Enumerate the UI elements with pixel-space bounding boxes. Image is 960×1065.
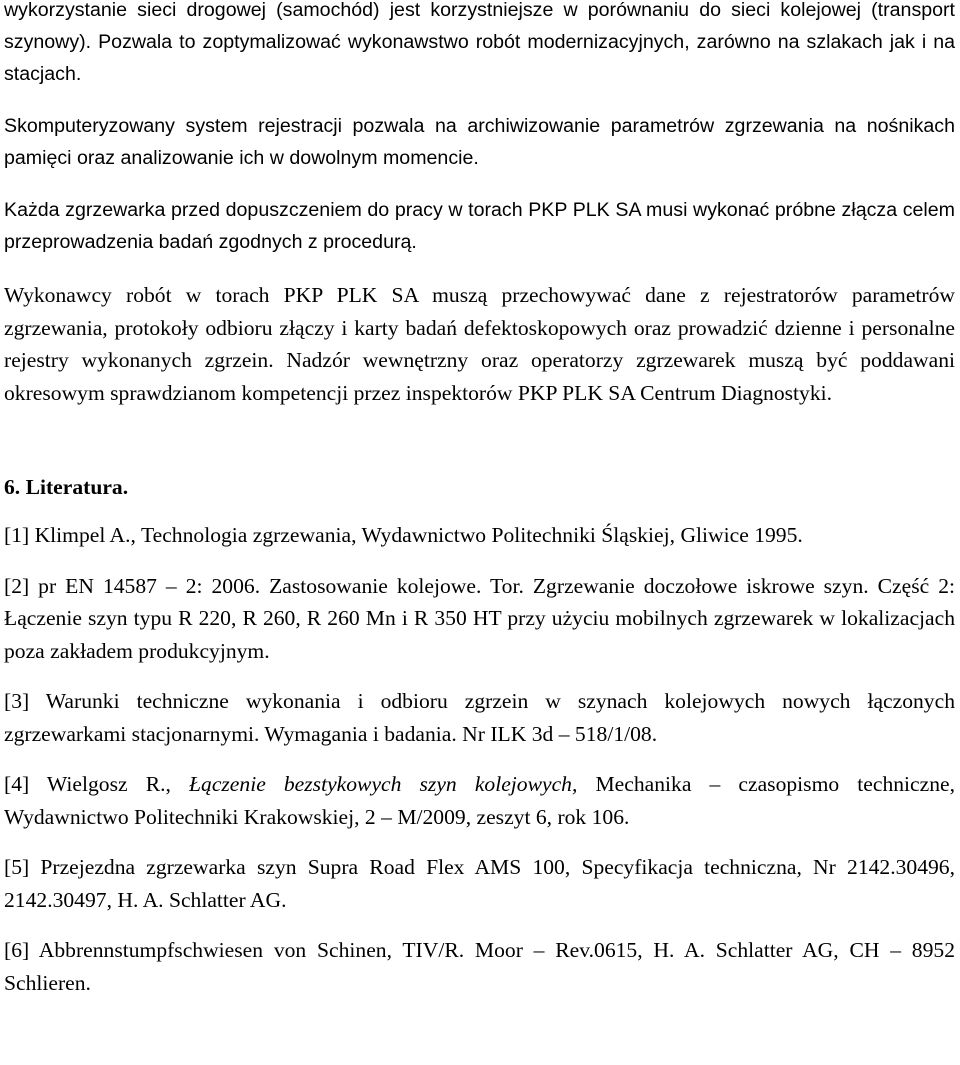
reference-6: [6] Abbrennstumpfschwiesen von Schinen, TIV/R. Moor – Rev.0615, H. A. Schlatter AG, CH – 8952 Schlieren. <box>4 938 955 995</box>
document-page <box>4 0 955 999</box>
reference-1: [1] Klimpel A., Technologia zgrzewania, Wydawnictwo Politechniki Śląskiej, Gliwice 1995. <box>4 523 803 547</box>
reference-5: [5] Przejezdna zgrzewarka szyn Supra Road Flex AMS 100, Specyfikacja techniczna, Nr 2142.30496, 2142.30497, H. A. Schlatter AG. <box>4 855 955 912</box>
body-paragraph-2: Skomputeryzowany system rejestracji pozwala na archiwizowanie parametrów zgrzewania na nośnikach pamięci oraz analizowanie ich w dowolnym momencie. <box>4 115 955 169</box>
section-heading: 6. Literatura. <box>4 475 129 499</box>
reference-4-publisher: Mechanika – czasopismo techniczne, Wydawnictwo Politechniki Krakowskiej, 2 – M/2009, zeszyt 6, rok 106. <box>4 772 955 829</box>
reference-3: [3] Warunki techniczne wykonania i odbioru zgrzein w szynach kolejowych nowych łączonych zgrzewarkami stacjonarnymi. Wymagania i badania. Nr ILK 3d – 518/1/08. <box>4 689 955 746</box>
reference-2: [2] pr EN 14587 – 2: 2006. Zastosowanie kolejowe. Tor. Zgrzewanie doczołowe iskrowe szyn. Część 2: Łączenie szyn typu R 220, R 260, R 260 Mn i R 350 HT przy użyciu mobilnych zgrzewarek w lokalizacjach poza zakładem produkcyjnym. <box>4 573 955 663</box>
body-paragraph-1: wykorzystanie sieci drogowej (samochód) jest korzystniejsze w porównaniu do sieci kolejowej (transport szynowy). Pozwala to zoptymalizować wykonawstwo robót modernizacyjnych, zarówno na szlakach jak i na stacjach. <box>4 0 955 85</box>
reference-4-title: Łączenie bezstykowych szyn kolejowych, <box>189 772 578 796</box>
reference-4-author: [4] Wielgosz R., <box>4 772 190 796</box>
body-paragraph-3: Każda zgrzewarka przed dopuszczeniem do pracy w torach PKP PLK SA musi wykonać próbne złącza celem przeprowadzenia badań zgodnych z procedurą. <box>4 199 955 253</box>
reference-4 <box>4 768 955 833</box>
body-paragraph-4: Wykonawcy robót w torach PKP PLK SA muszą przechowywać dane z rejestratorów parametrów zgrzewania, protokoły odbioru złączy i karty badań defektoskopowych oraz prowadzić dzienne i personalne rejestry wykonanych zgrzein. Nadzór wewnętrzny oraz operatorzy zgrzewarek muszą być poddawani okresowym sprawdzianom kompetencji przez inspektorów PKP PLK SA Centrum Diagnostyki. <box>4 283 955 405</box>
